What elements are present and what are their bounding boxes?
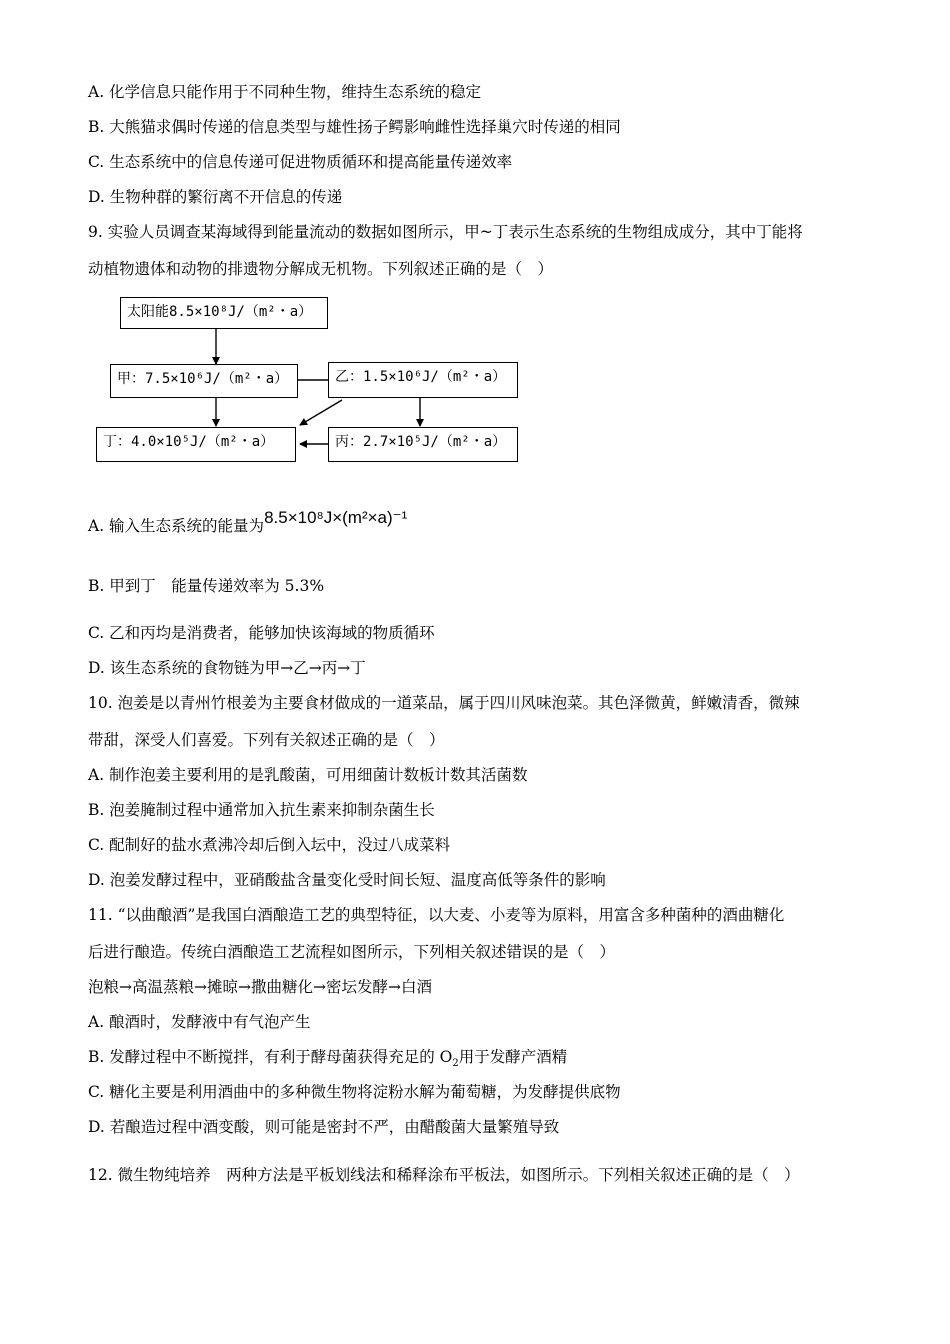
node-jia: 甲：7.5×10⁶J/（m²・a） [110, 364, 298, 398]
q8-option-c: C. 生态系统中的信息传递可促进物质循环和提高能量传递效率 [88, 153, 513, 171]
q10-option-b: B. 泡姜腌制过程中通常加入抗生素来抑制杂菌生长 [88, 801, 435, 819]
node-sun-energy: 太阳能8.5×10⁸J/（m²・a） [120, 297, 328, 329]
q9-option-d: D. 该生态系统的食物链为甲→乙→丙→丁 [88, 659, 366, 677]
node-bing: 丙：2.7×10⁵J/（m²・a） [328, 427, 518, 462]
q11-option-b [88, 1046, 567, 1075]
q10-option-c: C. 配制好的盐水煮沸冷却后倒入坛中，没过八成菜料 [88, 836, 451, 854]
q8-option-b: B. 大熊猫求偶时传递的信息类型与雄性扬子鳄影响雌性选择巢穴时传递的相同 [88, 118, 621, 136]
q9-option-a-formula: 8.5×10⁸J×(m²×a)⁻¹ [264, 508, 408, 527]
q9-option-a-text: A. 输入生态系统的能量为 [88, 517, 265, 535]
q9-stem-line2: 动植物遗体和动物的排遗物分解成无机物。下列叙述正确的是（ ） [88, 260, 554, 278]
q11-option-b-post: 用于发酵产酒精 [458, 1048, 568, 1066]
q12-stem: 12. 微生物纯培养 两种方法是平板划线法和稀释涂布平板法，如图所示。下列相关叙述正确的是（ ） [88, 1166, 800, 1184]
q11-option-b-subscript: 2 [452, 1058, 459, 1070]
q10-option-a: A. 制作泡姜主要利用的是乳酸菌，可用细菌计数板计数其活菌数 [88, 766, 528, 784]
q11-stem-line2: 后进行酿造。传统白酒酿造工艺流程如图所示，下列相关叙述错误的是（ ） [88, 943, 616, 961]
node-yi: 乙：1.5×10⁶J/（m²・a） [328, 362, 518, 398]
node-ding: 丁：4.0×10⁵J/（m²・a） [96, 427, 296, 462]
q9-stem-line1: 9. 实验人员调查某海域得到能量流动的数据如图所示，甲~丁表示生态系统的生物组成成分，其中丁能将 [88, 223, 803, 241]
q10-option-d: D. 泡姜发酵过程中，亚硝酸盐含量变化受时间长短、温度高低等条件的影响 [88, 871, 606, 889]
q9-option-b: B. 甲到丁 能量传递效率为 5.3% [88, 577, 325, 595]
q11-process-flow: 泡粮→高温蒸粮→摊晾→撒曲糖化→密坛发酵→白酒 [88, 978, 432, 996]
q10-stem-line2: 带甜，深受人们喜爱。下列有关叙述正确的是（ ） [88, 731, 445, 749]
q10-stem-line1: 10. 泡姜是以青州竹根姜为主要食材做成的一道菜品，属于四川风味泡菜。其色泽微黄，鲜嫩清香，微辣 [88, 694, 800, 712]
q8-option-d: D. 生物种群的繁衍离不开信息的传递 [88, 188, 343, 206]
q11-option-a: A. 酿酒时，发酵液中有气泡产生 [88, 1013, 311, 1031]
q11-option-d: D. 若酿造过程中酒变酸，则可能是密封不严，由醋酸菌大量繁殖导致 [88, 1118, 560, 1136]
q9-option-c: C. 乙和丙均是消费者，能够加快该海域的物质循环 [88, 624, 435, 642]
q11-option-b-pre: B. 发酵过程中不断搅拌，有利于酵母菌获得充足的 O [88, 1048, 453, 1066]
arrow-yi-to-ding [300, 400, 342, 425]
q11-stem-line1: 11. “以曲酿酒”是我国白酒酿造工艺的典型特征，以大麦、小麦等为原料，用富含多种菌种的酒曲糖化 [88, 906, 785, 924]
q11-option-c: C. 糖化主要是利用酒曲中的多种微生物将淀粉水解为葡萄糖，为发酵提供底物 [88, 1083, 621, 1101]
q8-option-a: A. 化学信息只能作用于不同种生物，维持生态系统的稳定 [88, 83, 482, 101]
q9-option-a [88, 508, 408, 537]
